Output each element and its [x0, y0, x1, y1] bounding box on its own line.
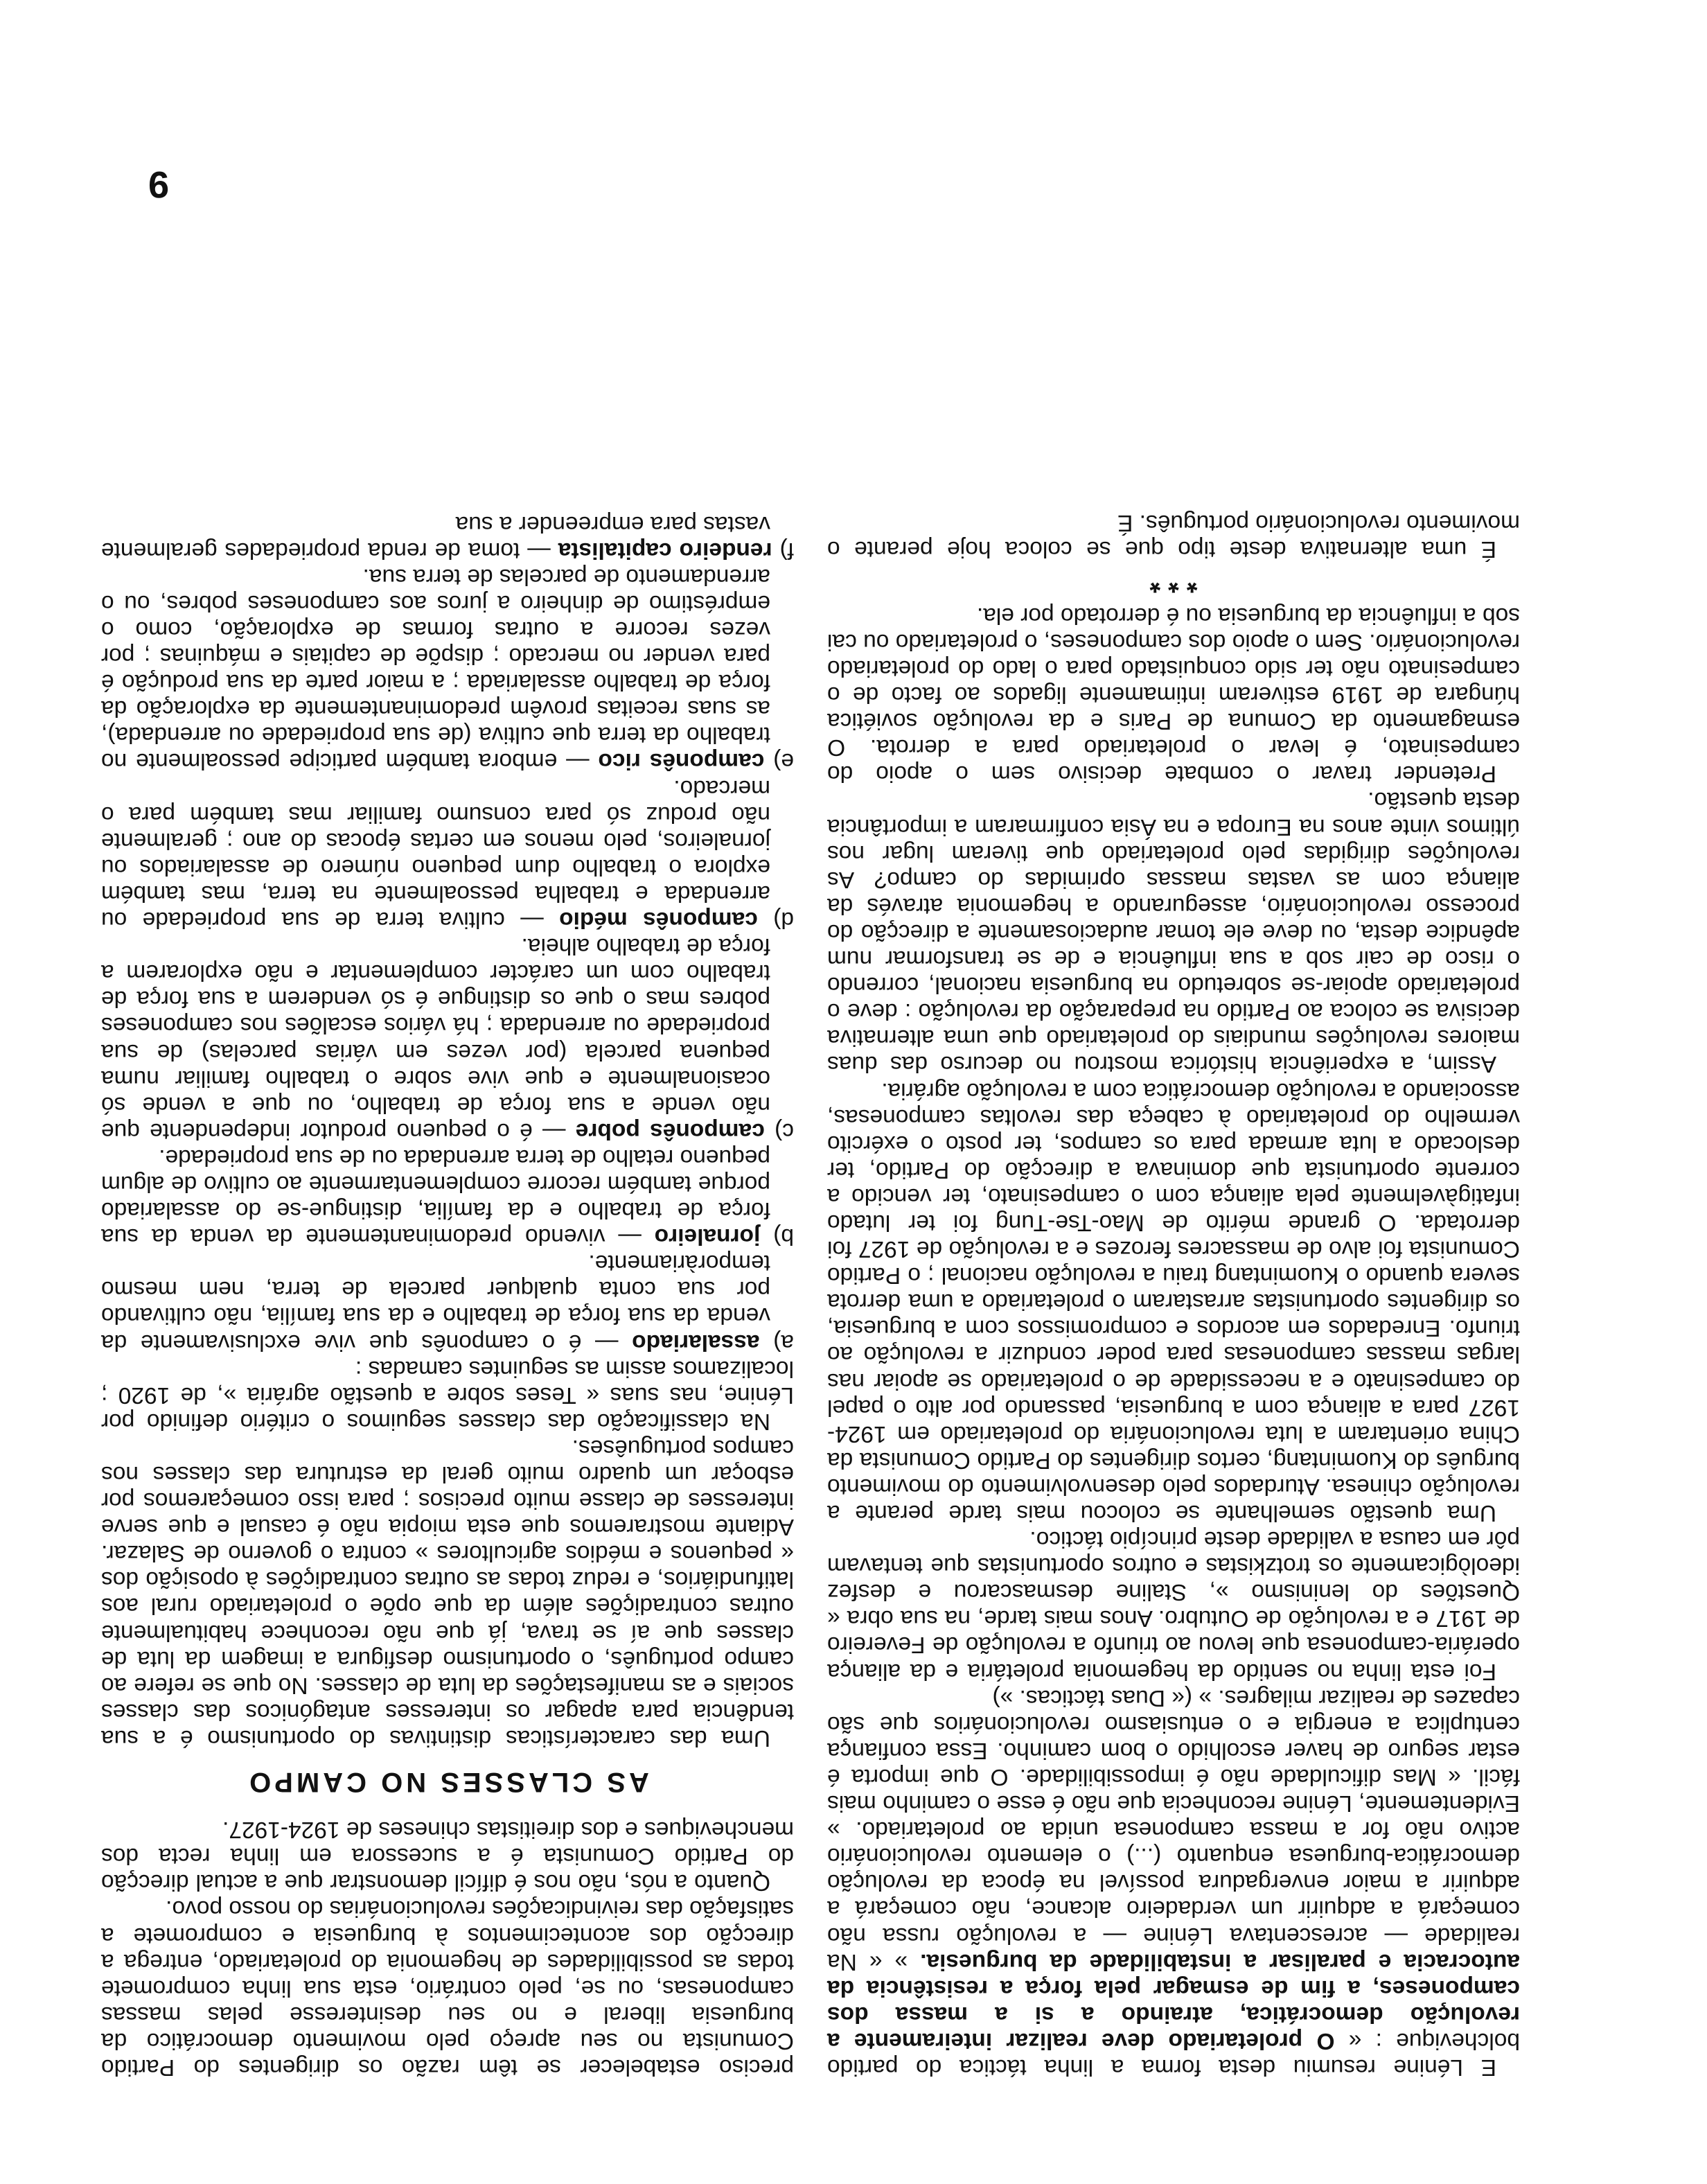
right-column	[101, 511, 794, 2080]
left-column	[827, 509, 1520, 2080]
class-definition-item: f) rendeiro capitalista — toma de renda propriedades geralmente vastas para empreender a sua	[100, 511, 794, 563]
paragraph: Uma das características distintivas do oportunismo é a sua tendência para apagar os interesses antagónicos das classes sociais e as manifestações da luta de classes. No que se refere ao campo português, o oportunismo desfigura a imagem da luta de classes que aí se trava, já que não reconhece habitualmente outras contradições além da que opõe o proletariado rural aos latifundiários, e reduz todas as outras contradições à oposição dos « pequenos e médios agricultores » contra o governo de Salazar. Adiante mostraremos que esta miopia não é casual e que serve interesses de classe muito precisos ; para isso começaremos por esboçar um quadro muito geral da estrutura das classes nos campos portuguêses.	[101, 1434, 794, 1751]
class-definition-item: d) camponês médio — cultiva terra de sua propriedade ou arrendada e trabalha pessoalmente na terra, mas também explora o trabalho dum pequeno número de assalariados ou jornaleiros, pelo menos em certas épocas do ano ; geralmente não produz só para consumo familiar mas também para o mercado.	[101, 775, 794, 933]
paragraph: Assim, a experiência histórica mostrou no decurso das duas maiores revoluções mundiais do proletariado que uma alternativa decisiva se coloca ao Partido na preparação da revolução : deve o proletariado apoiar-se sobretudo na burguesia nacional, correndo o risco de cair sob a sua influência e de se transformar num apêndice desta, ou deve ele tomar audaciosamente a direcção do processo revolucionário, assegurando a hegemonia através da aliança com as vastas massas oprimidas do campo? As revoluções dirigidas pelo proletariado que tiveram lugar nos últimos vinte anos na Europa e na Ásia confirmaram a importância desta questão.	[827, 787, 1520, 1077]
class-definition-item: b) jornaleiro — vivendo predominantemente da venda da sua força de trabalho e da família, distingue-se do assalariado porque também recorre complementarmente ao cultivo de algum pequeno retalho de terra arrendada ou de sua propriedade.	[100, 1144, 794, 1250]
paragraph: É uma alternativa deste tipo que se coloca hoje perante o movimento revolucionário português. É	[827, 509, 1520, 562]
page-number: 9	[148, 164, 169, 205]
class-definition-item: a) assalariado — é o camponês que vive exclusivamente da venda da sua força de trabalho e da sua família, não cultivando por sua conta qualquer parcela de terra, nem mesmo temporàriamente.	[101, 1250, 794, 1355]
paragraph: Uma questão semelhante se colocou mais tarde perante a revolução chinesa. Aturdados pelo desenvolvimento do movimento burguês do Kuomintang, certos dirigentes do Partido Comunista da China orientaram a luta revolucionária do proletariado em 1924-1927 para a aliança com a burguesia, passando por alto o papel do campesinato e a necessidade de o proletariado se apoiar nas largas massas camponesas para poder conduzir a revolução ao triunfo. Enredados em acordos e compromissos com a burguesia, os dirigentes oportunistas arrastaram o proletariado a uma derrota severa quando o Kuomintang traiu a revolução nacional ; o Partido Comunista foi alvo de massacres ferozes e a revolução de 1927 foi derrotada. O grande mérito de Mao-Tse-Tung foi ter lutado infatigàvelmente pela aliança com o campesinato, ter vencido a corrente oportunista que dominava a direcção do Partido, ter deslocado a luta armada para os campos, ter posto o exército vermelho do proletariado à cabeça das revoltas camponesas, associando a revolução democrática com a revolução agrária.	[827, 1077, 1520, 1526]
paragraph: preciso estabelecer se têm razão os dirigentes do Partido Comunista no seu apreço pelo movimento democrático da burguesia liberal e no seu desinteresse pelas massas camponesas, ou se, pelo contrário, esta sua linha compromete todas as possibilidades de hegemonia do proletariado, entrega a direcção dos acontecimentos à burguesia e compromete a satisfação das reivindicações revolucionárias do nosso povo.	[101, 1896, 794, 2080]
bold-quote: O proletariado deve realizar inteiramente a revolução democrática, atraindo a si a massa dos camponeses, a fim de esmagar pela força a resistência da autocracia e paralisar a instabilidade da burguesia.	[827, 1948, 1520, 2054]
section-heading: AS CLASSES NO CAMPO	[246, 1767, 649, 1798]
section-separator: * * *	[1149, 567, 1198, 598]
paragraph: E Lénine resumiu desta forma a linha táctica do partido bolchevique : « O proletariado deve realizar inteiramente a revolução democrática, atraindo a si a massa dos camponeses, a fim de esmagar pela força a resistência da autocracia e paralisar a instabilidade da burguesia. » « Na realidade — acrescentava Lénine — a revolução russa não começará a adquirir um verdadeiro alcance, não começará a adquirir a maior envergadura possível na época da revolução democrática-burguesa enquanto (...) o elemento revolucionário activo não for a massa camponesa unida ao proletariado. » Evidentemente, Lénine reconhecia que não é esse o caminho mais fácil. « Mas dificuldade não é impossibilidade. O que importa é estar seguro de haver escolhido o bom caminho. Essa confiança centuplica a energia e o entusiasmo revolucionários que são capazes de realizar milagres. » (« Duas tácticas. »)	[827, 1684, 1520, 2080]
class-definition-item: c) camponês pobre — é o pequeno produtor independente que não vende a sua força de trabalho, ou que a vende só ocasionalmente e que vive sobre o trabalho familiar numa pequena parcela (por vezes em várias parcelas) de sua propriedade ou arrendada ; há vários escalões nos camponeses pobres mas o que os distingue é só venderem a sua força de trabalho com um carácter complementar e não explorarem a força de trabalho alheia.	[100, 933, 794, 1144]
paragraph: Na classificação das classes seguimos o critério definido por Lénine, nas suas « Teses sobre a questão agrária », de 1920 ; localizamos assim as seguintes camadas :	[101, 1355, 794, 1434]
class-definition-item: e) camponês rico — embora também participe pessoalmente no trabalho da terra que cultiva (de sua propriedade ou arrendada), as suas receitas provêm predominantemente da exploração da força de trabalho assalariada ; a maior parte da sua produção é para vender no mercado ; dispõe de capitais e máquinas ; por vezes recorre a outras formas de exploração, como o empréstimo de dinheiro a juros aos camponeses pobres, ou o arrendamento de parcelas de terra sua.	[101, 563, 794, 775]
paragraph: Foi esta linha no sentido da hegemonia proletária e da aliança operária-camponesa que levou ao triunfo a revolução de Fevereiro de 1917 e a revolução de Outubro. Anos mais tarde, na sua obra « Questões do leninismo », Staline desmascarou e desfez ideològicamente os trotzkistas e outros oportunistas que tentavam pôr em causa a validade deste princípio táctico.	[827, 1526, 1520, 1684]
paragraph: Pretender travar o combate decisivo sem o apoio do campesinato, é levar o proletariado para a derrota. O esmagamento da Comuna de Paris e da revolução soviética húngara de 1919 estiveram intimamente ligados ao facto de o campesinato não ter sido conquistado para o lado do proletariado revolucionário. Sem o apoio dos camponeses, o proletariado ou cai sob a influência da burguesia ou é derrotado por ela.	[826, 602, 1520, 787]
paragraph: Quanto a nós, não nos é difícil demonstrar que a actual direcção do Partido Comunista é a sucessora em linha recta dos mencheviques e dos direitistas chineses de 1924-1927.	[101, 1817, 794, 1896]
